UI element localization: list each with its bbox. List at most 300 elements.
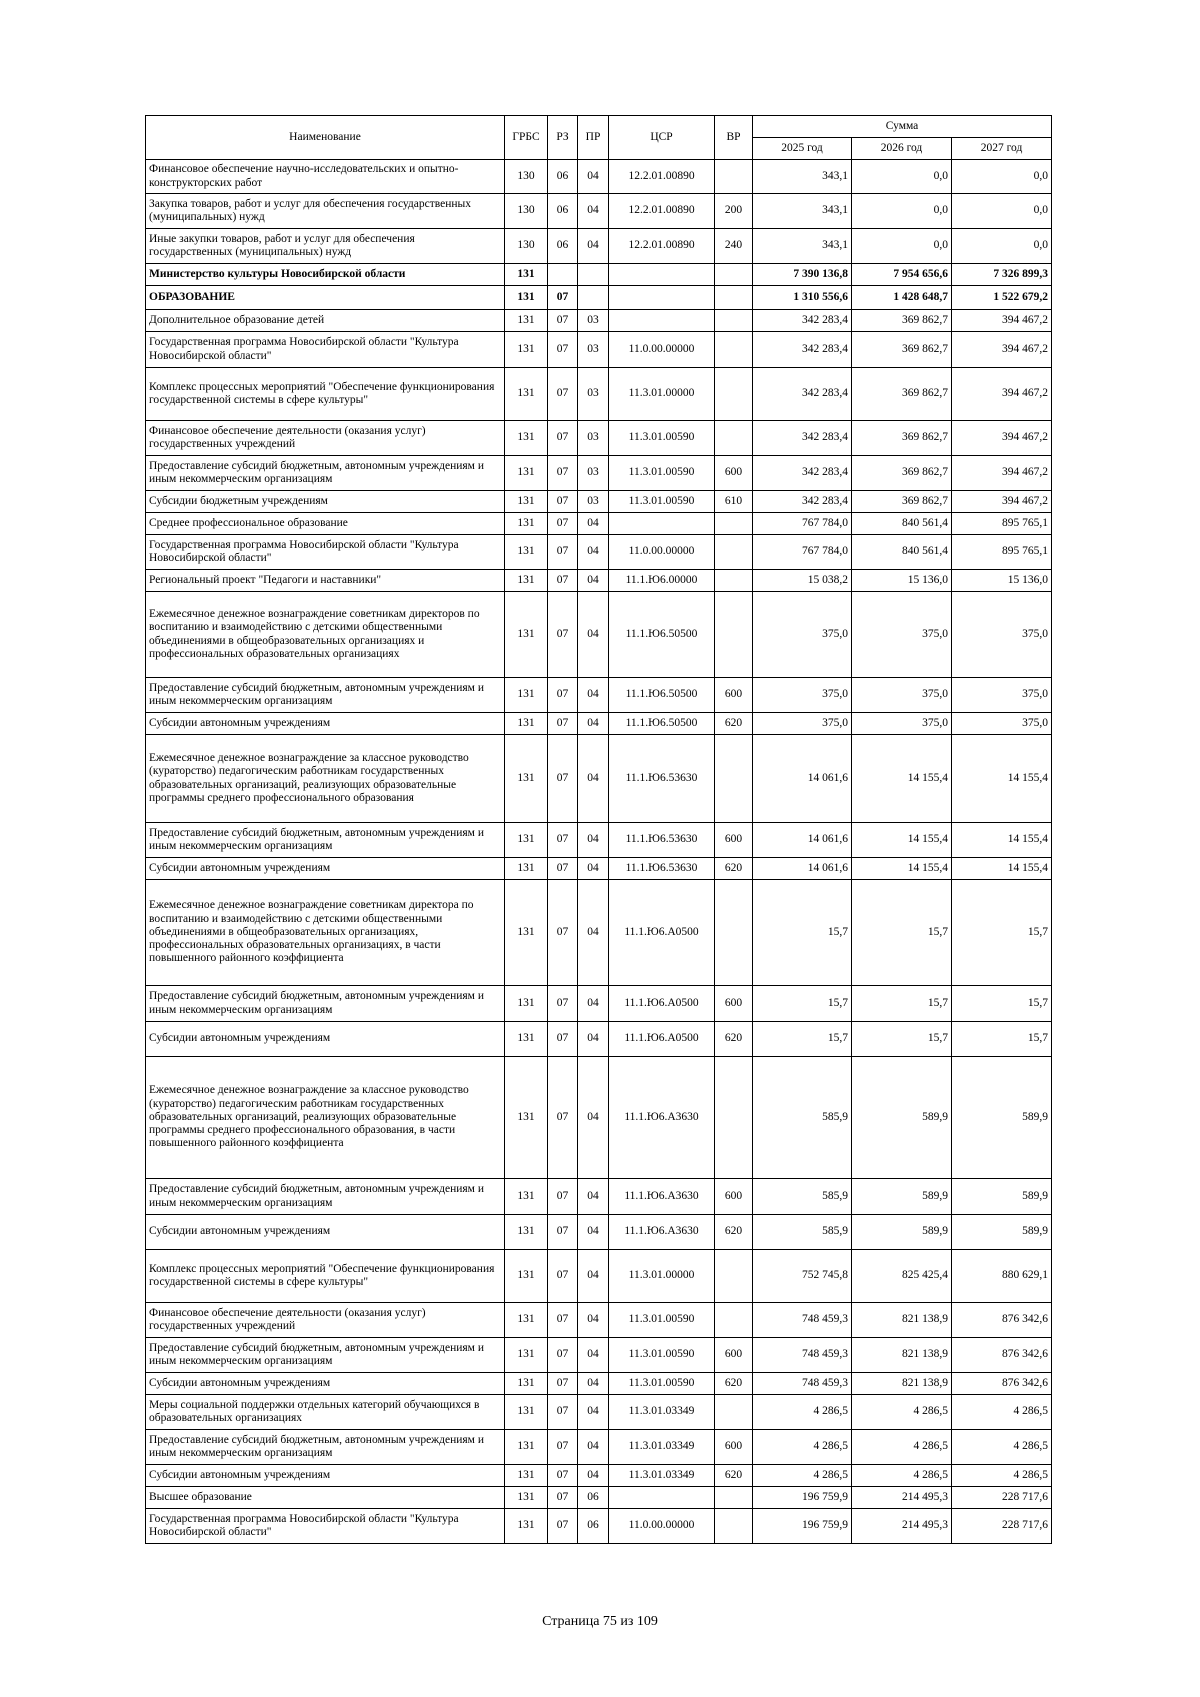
cell-sum-2025: 196 759,9 (753, 1487, 852, 1509)
cell-pr: 04 (578, 1250, 609, 1303)
cell-sum-2026: 1 428 648,7 (852, 286, 952, 310)
table-row (146, 368, 1052, 421)
cell-csr (609, 513, 715, 535)
cell-sum-2026: 214 495,3 (852, 1487, 952, 1509)
cell-grbs: 131 (505, 1179, 548, 1215)
cell-rz: 07 (548, 713, 578, 735)
table-row (146, 713, 1052, 735)
cell-vr (715, 513, 753, 535)
cell-name: Иные закупки товаров, работ и услуг для обеспечения государственных (муниципальных) нужд (146, 229, 505, 264)
cell-sum-2025: 15,7 (753, 1022, 852, 1057)
cell-vr (715, 1250, 753, 1303)
cell-grbs: 131 (505, 286, 548, 310)
cell-vr (715, 592, 753, 678)
cell-sum-2027: 880 629,1 (952, 1250, 1052, 1303)
cell-name: Государственная программа Новосибирской области "Культура Новосибирской области" (146, 332, 505, 368)
table-row (146, 1373, 1052, 1395)
cell-name: Ежемесячное денежное вознаграждение советникам директоров по воспитанию и взаимодействию с детскими общественными объединениями в общеобразовательных организациях и профессиональных образовательных организациях (146, 592, 505, 678)
cell-sum-2025: 585,9 (753, 1215, 852, 1250)
cell-rz: 06 (548, 194, 578, 229)
cell-pr: 04 (578, 592, 609, 678)
cell-csr: 11.3.01.00590 (609, 456, 715, 491)
cell-name: Субсидии автономным учреждениям (146, 1215, 505, 1250)
table-row (146, 1430, 1052, 1465)
cell-sum-2027: 0,0 (952, 160, 1052, 194)
cell-csr: 11.3.01.00000 (609, 368, 715, 421)
cell-sum-2025: 343,1 (753, 229, 852, 264)
cell-grbs: 131 (505, 1022, 548, 1057)
header-pr: ПР (578, 116, 609, 160)
cell-grbs: 131 (505, 1303, 548, 1338)
cell-csr (609, 264, 715, 286)
cell-vr: 240 (715, 229, 753, 264)
cell-sum-2027: 14 155,4 (952, 823, 1052, 858)
cell-sum-2025: 342 283,4 (753, 421, 852, 456)
cell-grbs: 131 (505, 858, 548, 880)
cell-csr: 11.1.Ю6.50500 (609, 592, 715, 678)
cell-vr (715, 332, 753, 368)
cell-rz: 07 (548, 332, 578, 368)
cell-rz (548, 264, 578, 286)
table-row (146, 286, 1052, 310)
cell-sum-2027: 7 326 899,3 (952, 264, 1052, 286)
cell-pr: 06 (578, 1487, 609, 1509)
cell-grbs: 131 (505, 823, 548, 858)
cell-name: Предоставление субсидий бюджетным, автономным учреждениям и иным некоммерческим организациям (146, 986, 505, 1022)
cell-grbs: 131 (505, 264, 548, 286)
cell-sum-2027: 394 467,2 (952, 368, 1052, 421)
cell-vr: 620 (715, 713, 753, 735)
cell-sum-2026: 369 862,7 (852, 368, 952, 421)
cell-csr: 11.1.Ю6.А0500 (609, 880, 715, 986)
cell-sum-2026: 15,7 (852, 986, 952, 1022)
table-row (146, 735, 1052, 823)
table-row (146, 1022, 1052, 1057)
table-header (146, 116, 1052, 160)
cell-rz: 07 (548, 368, 578, 421)
cell-grbs: 131 (505, 735, 548, 823)
cell-sum-2025: 375,0 (753, 713, 852, 735)
cell-pr: 03 (578, 310, 609, 332)
cell-rz: 07 (548, 1395, 578, 1430)
cell-sum-2026: 14 155,4 (852, 735, 952, 823)
cell-pr: 04 (578, 858, 609, 880)
cell-sum-2026: 821 138,9 (852, 1338, 952, 1373)
cell-vr (715, 1509, 753, 1544)
cell-name: Предоставление субсидий бюджетным, автономным учреждениям и иным некоммерческим организациям (146, 456, 505, 491)
cell-sum-2027: 394 467,2 (952, 491, 1052, 513)
cell-grbs: 131 (505, 1215, 548, 1250)
cell-sum-2026: 589,9 (852, 1215, 952, 1250)
cell-sum-2025: 342 283,4 (753, 456, 852, 491)
cell-vr (715, 368, 753, 421)
cell-sum-2025: 748 459,3 (753, 1373, 852, 1395)
cell-csr: 11.3.01.00590 (609, 1303, 715, 1338)
table-row (146, 421, 1052, 456)
cell-rz: 07 (548, 1022, 578, 1057)
cell-vr (715, 310, 753, 332)
cell-sum-2025: 585,9 (753, 1179, 852, 1215)
cell-grbs: 131 (505, 535, 548, 570)
cell-csr: 11.1.Ю6.А0500 (609, 1022, 715, 1057)
cell-sum-2025: 375,0 (753, 592, 852, 678)
cell-name: Ежемесячное денежное вознаграждение советникам директора по воспитанию и взаимодействию с детскими общественными объединениями в общеобразовательных организациях, профессиональных образовательных организациях, в части повышенного районного коэффициента (146, 880, 505, 986)
cell-sum-2025: 748 459,3 (753, 1303, 852, 1338)
cell-sum-2027: 15,7 (952, 1022, 1052, 1057)
cell-grbs: 131 (505, 332, 548, 368)
table-row (146, 678, 1052, 713)
cell-name: Дополнительное образование детей (146, 310, 505, 332)
cell-vr (715, 160, 753, 194)
cell-name: Высшее образование (146, 1487, 505, 1509)
cell-sum-2026: 840 561,4 (852, 513, 952, 535)
cell-rz: 07 (548, 1487, 578, 1509)
cell-sum-2027: 895 765,1 (952, 513, 1052, 535)
cell-sum-2027: 876 342,6 (952, 1338, 1052, 1373)
cell-sum-2027: 589,9 (952, 1179, 1052, 1215)
cell-sum-2026: 840 561,4 (852, 535, 952, 570)
cell-sum-2025: 1 310 556,6 (753, 286, 852, 310)
cell-csr: 11.0.00.00000 (609, 332, 715, 368)
cell-csr: 11.3.01.00000 (609, 1250, 715, 1303)
table-row (146, 229, 1052, 264)
table-row (146, 1215, 1052, 1250)
header-year-2026: 2026 год (852, 138, 952, 160)
cell-pr: 04 (578, 160, 609, 194)
cell-vr (715, 1395, 753, 1430)
page-number: Страница 75 из 109 (542, 1614, 658, 1629)
cell-sum-2025: 14 061,6 (753, 823, 852, 858)
cell-grbs: 131 (505, 491, 548, 513)
header-name: Наименование (146, 116, 505, 160)
cell-sum-2026: 7 954 656,6 (852, 264, 952, 286)
cell-vr: 600 (715, 1338, 753, 1373)
cell-sum-2025: 748 459,3 (753, 1338, 852, 1373)
cell-grbs: 130 (505, 160, 548, 194)
cell-name: Среднее профессиональное образование (146, 513, 505, 535)
cell-pr: 06 (578, 1509, 609, 1544)
cell-rz: 07 (548, 986, 578, 1022)
cell-vr: 610 (715, 491, 753, 513)
cell-pr: 04 (578, 1215, 609, 1250)
table-row (146, 858, 1052, 880)
cell-grbs: 130 (505, 194, 548, 229)
cell-pr: 04 (578, 194, 609, 229)
cell-sum-2025: 15 038,2 (753, 570, 852, 592)
cell-sum-2026: 15,7 (852, 1022, 952, 1057)
header-year-2027: 2027 год (952, 138, 1052, 160)
cell-sum-2025: 342 283,4 (753, 491, 852, 513)
cell-vr (715, 1487, 753, 1509)
cell-grbs: 131 (505, 570, 548, 592)
cell-csr: 11.3.01.00590 (609, 1373, 715, 1395)
cell-sum-2027: 375,0 (952, 713, 1052, 735)
table-body (146, 160, 1052, 1544)
cell-pr: 04 (578, 1057, 609, 1179)
cell-sum-2025: 375,0 (753, 678, 852, 713)
cell-sum-2026: 4 286,5 (852, 1395, 952, 1430)
cell-rz: 07 (548, 456, 578, 491)
table-row (146, 1179, 1052, 1215)
header-csr: ЦСР (609, 116, 715, 160)
table-row (146, 592, 1052, 678)
cell-sum-2025: 15,7 (753, 880, 852, 986)
cell-pr: 03 (578, 456, 609, 491)
cell-pr: 03 (578, 368, 609, 421)
cell-vr (715, 1303, 753, 1338)
cell-sum-2025: 585,9 (753, 1057, 852, 1179)
cell-rz: 07 (548, 1250, 578, 1303)
cell-vr (715, 535, 753, 570)
cell-pr: 04 (578, 713, 609, 735)
table-row (146, 194, 1052, 229)
cell-grbs: 131 (505, 421, 548, 456)
cell-sum-2026: 825 425,4 (852, 1250, 952, 1303)
cell-pr: 04 (578, 1022, 609, 1057)
cell-name: Предоставление субсидий бюджетным, автономным учреждениям и иным некоммерческим организациям (146, 1430, 505, 1465)
cell-pr: 04 (578, 1179, 609, 1215)
cell-rz: 07 (548, 535, 578, 570)
table-row (146, 823, 1052, 858)
cell-name: Министерство культуры Новосибирской области (146, 264, 505, 286)
cell-csr: 11.1.Ю6.А3630 (609, 1215, 715, 1250)
cell-sum-2025: 4 286,5 (753, 1395, 852, 1430)
cell-vr (715, 570, 753, 592)
cell-name: Государственная программа Новосибирской области "Культура Новосибирской области" (146, 1509, 505, 1544)
header-vr: ВР (715, 116, 753, 160)
cell-name: Государственная программа Новосибирской области "Культура Новосибирской области" (146, 535, 505, 570)
cell-name: Закупка товаров, работ и услуг для обеспечения государственных (муниципальных) нужд (146, 194, 505, 229)
cell-sum-2026: 369 862,7 (852, 332, 952, 368)
cell-rz: 07 (548, 1373, 578, 1395)
cell-name: Субсидии автономным учреждениям (146, 1022, 505, 1057)
cell-sum-2027: 375,0 (952, 678, 1052, 713)
cell-name: Ежемесячное денежное вознаграждение за классное руководство (кураторство) педагогическим работникам государственных образовательных организаций, реализующих образовательные программы среднего профессионального образования, в части повышенного районного коэффициента (146, 1057, 505, 1179)
cell-rz: 07 (548, 421, 578, 456)
cell-sum-2027: 4 286,5 (952, 1465, 1052, 1487)
table-row (146, 513, 1052, 535)
cell-rz: 07 (548, 880, 578, 986)
cell-csr: 11.3.01.03349 (609, 1465, 715, 1487)
cell-name: Субсидии автономным учреждениям (146, 858, 505, 880)
header-year-2025: 2025 год (753, 138, 852, 160)
cell-sum-2026: 14 155,4 (852, 823, 952, 858)
cell-sum-2025: 343,1 (753, 160, 852, 194)
cell-sum-2026: 369 862,7 (852, 491, 952, 513)
cell-grbs: 131 (505, 310, 548, 332)
cell-rz: 07 (548, 678, 578, 713)
cell-name: Меры социальной поддержки отдельных категорий обучающихся в образовательных организациях (146, 1395, 505, 1430)
cell-rz: 07 (548, 491, 578, 513)
cell-vr: 200 (715, 194, 753, 229)
cell-name: Субсидии бюджетным учреждениям (146, 491, 505, 513)
cell-name: Субсидии автономным учреждениям (146, 713, 505, 735)
cell-sum-2026: 821 138,9 (852, 1303, 952, 1338)
table-row (146, 310, 1052, 332)
cell-csr (609, 1487, 715, 1509)
cell-sum-2027: 876 342,6 (952, 1303, 1052, 1338)
cell-name: Субсидии автономным учреждениям (146, 1373, 505, 1395)
cell-vr (715, 880, 753, 986)
cell-name: Предоставление субсидий бюджетным, автономным учреждениям и иным некоммерческим организациям (146, 678, 505, 713)
cell-sum-2026: 15 136,0 (852, 570, 952, 592)
cell-rz: 07 (548, 1215, 578, 1250)
cell-pr: 03 (578, 332, 609, 368)
cell-sum-2027: 228 717,6 (952, 1487, 1052, 1509)
cell-pr: 04 (578, 1395, 609, 1430)
cell-pr: 03 (578, 491, 609, 513)
cell-sum-2027: 0,0 (952, 194, 1052, 229)
cell-pr: 04 (578, 823, 609, 858)
cell-pr: 04 (578, 1338, 609, 1373)
cell-rz: 07 (548, 823, 578, 858)
cell-rz: 07 (548, 286, 578, 310)
cell-name: Субсидии автономным учреждениям (146, 1465, 505, 1487)
cell-rz: 07 (548, 1465, 578, 1487)
cell-sum-2027: 1 522 679,2 (952, 286, 1052, 310)
cell-sum-2025: 343,1 (753, 194, 852, 229)
table-row (146, 1338, 1052, 1373)
cell-grbs: 131 (505, 678, 548, 713)
cell-name: Предоставление субсидий бюджетным, автономным учреждениям и иным некоммерческим организациям (146, 823, 505, 858)
table-row (146, 1487, 1052, 1509)
cell-vr: 600 (715, 986, 753, 1022)
cell-sum-2026: 821 138,9 (852, 1373, 952, 1395)
cell-grbs: 131 (505, 1395, 548, 1430)
cell-csr: 11.1.Ю6.53630 (609, 823, 715, 858)
cell-csr: 11.1.Ю6.50500 (609, 678, 715, 713)
cell-grbs: 131 (505, 986, 548, 1022)
cell-sum-2025: 342 283,4 (753, 310, 852, 332)
table-row (146, 1057, 1052, 1179)
table-row (146, 535, 1052, 570)
cell-csr: 11.1.Ю6.50500 (609, 713, 715, 735)
cell-grbs: 131 (505, 456, 548, 491)
cell-pr: 04 (578, 1430, 609, 1465)
cell-grbs: 131 (505, 713, 548, 735)
cell-sum-2025: 14 061,6 (753, 858, 852, 880)
cell-sum-2026: 375,0 (852, 713, 952, 735)
cell-rz: 07 (548, 513, 578, 535)
cell-grbs: 131 (505, 513, 548, 535)
cell-pr (578, 286, 609, 310)
cell-sum-2027: 394 467,2 (952, 332, 1052, 368)
cell-sum-2027: 0,0 (952, 229, 1052, 264)
cell-sum-2026: 369 862,7 (852, 456, 952, 491)
cell-rz: 07 (548, 1509, 578, 1544)
cell-sum-2025: 14 061,6 (753, 735, 852, 823)
cell-pr: 04 (578, 1303, 609, 1338)
cell-vr: 600 (715, 823, 753, 858)
cell-sum-2026: 375,0 (852, 678, 952, 713)
cell-sum-2026: 0,0 (852, 194, 952, 229)
cell-sum-2025: 767 784,0 (753, 535, 852, 570)
cell-sum-2026: 375,0 (852, 592, 952, 678)
cell-grbs: 131 (505, 1509, 548, 1544)
cell-pr: 04 (578, 570, 609, 592)
cell-csr: 11.3.01.00590 (609, 1338, 715, 1373)
cell-grbs: 131 (505, 1057, 548, 1179)
cell-rz: 07 (548, 858, 578, 880)
cell-sum-2025: 15,7 (753, 986, 852, 1022)
table-row (146, 491, 1052, 513)
cell-csr (609, 310, 715, 332)
cell-sum-2027: 14 155,4 (952, 858, 1052, 880)
table-row (146, 880, 1052, 986)
cell-rz: 07 (548, 310, 578, 332)
cell-name: Комплекс процессных мероприятий "Обеспечение функционирования государственной системы в сфере культуры" (146, 368, 505, 421)
cell-csr: 11.3.01.00590 (609, 421, 715, 456)
cell-grbs: 131 (505, 1430, 548, 1465)
cell-vr: 600 (715, 456, 753, 491)
cell-csr: 11.1.Ю6.А0500 (609, 986, 715, 1022)
cell-vr (715, 1057, 753, 1179)
cell-pr: 04 (578, 1373, 609, 1395)
cell-name: Ежемесячное денежное вознаграждение за классное руководство (кураторство) педагогическим работникам государственных образовательных организаций, реализующих образовательные программы среднего профессионального образования (146, 735, 505, 823)
cell-rz: 06 (548, 229, 578, 264)
cell-rz: 07 (548, 735, 578, 823)
cell-pr: 04 (578, 678, 609, 713)
cell-vr: 620 (715, 858, 753, 880)
cell-grbs: 131 (505, 880, 548, 986)
cell-sum-2026: 589,9 (852, 1179, 952, 1215)
cell-name: ОБРАЗОВАНИЕ (146, 286, 505, 310)
cell-sum-2027: 228 717,6 (952, 1509, 1052, 1544)
cell-sum-2026: 589,9 (852, 1057, 952, 1179)
cell-sum-2027: 394 467,2 (952, 310, 1052, 332)
header-grbs: ГРБС (505, 116, 548, 160)
cell-vr: 620 (715, 1022, 753, 1057)
cell-sum-2027: 394 467,2 (952, 456, 1052, 491)
cell-pr: 04 (578, 986, 609, 1022)
cell-sum-2027: 394 467,2 (952, 421, 1052, 456)
header-sum: Сумма (753, 116, 1052, 138)
cell-vr: 600 (715, 1179, 753, 1215)
cell-name: Региональный проект "Педагоги и наставники" (146, 570, 505, 592)
cell-sum-2027: 876 342,6 (952, 1373, 1052, 1395)
cell-grbs: 131 (505, 368, 548, 421)
cell-sum-2025: 196 759,9 (753, 1509, 852, 1544)
table-row (146, 1250, 1052, 1303)
cell-vr (715, 421, 753, 456)
cell-pr: 04 (578, 535, 609, 570)
cell-pr: 04 (578, 735, 609, 823)
cell-sum-2027: 15,7 (952, 986, 1052, 1022)
cell-sum-2027: 589,9 (952, 1057, 1052, 1179)
cell-pr: 04 (578, 880, 609, 986)
cell-rz: 07 (548, 592, 578, 678)
cell-sum-2025: 4 286,5 (753, 1430, 852, 1465)
cell-csr (609, 286, 715, 310)
table-row (146, 160, 1052, 194)
table-row (146, 1509, 1052, 1544)
cell-sum-2026: 0,0 (852, 160, 952, 194)
cell-name: Предоставление субсидий бюджетным, автономным учреждениям и иным некоммерческим организациям (146, 1179, 505, 1215)
budget-table (145, 115, 1052, 1544)
table-row (146, 570, 1052, 592)
table-row (146, 1465, 1052, 1487)
cell-sum-2027: 14 155,4 (952, 735, 1052, 823)
cell-vr: 620 (715, 1215, 753, 1250)
cell-sum-2027: 4 286,5 (952, 1430, 1052, 1465)
cell-sum-2026: 214 495,3 (852, 1509, 952, 1544)
cell-grbs: 131 (505, 1250, 548, 1303)
cell-rz: 07 (548, 1179, 578, 1215)
cell-csr: 11.0.00.00000 (609, 1509, 715, 1544)
cell-pr (578, 264, 609, 286)
cell-csr: 11.1.Ю6.53630 (609, 735, 715, 823)
cell-vr (715, 286, 753, 310)
